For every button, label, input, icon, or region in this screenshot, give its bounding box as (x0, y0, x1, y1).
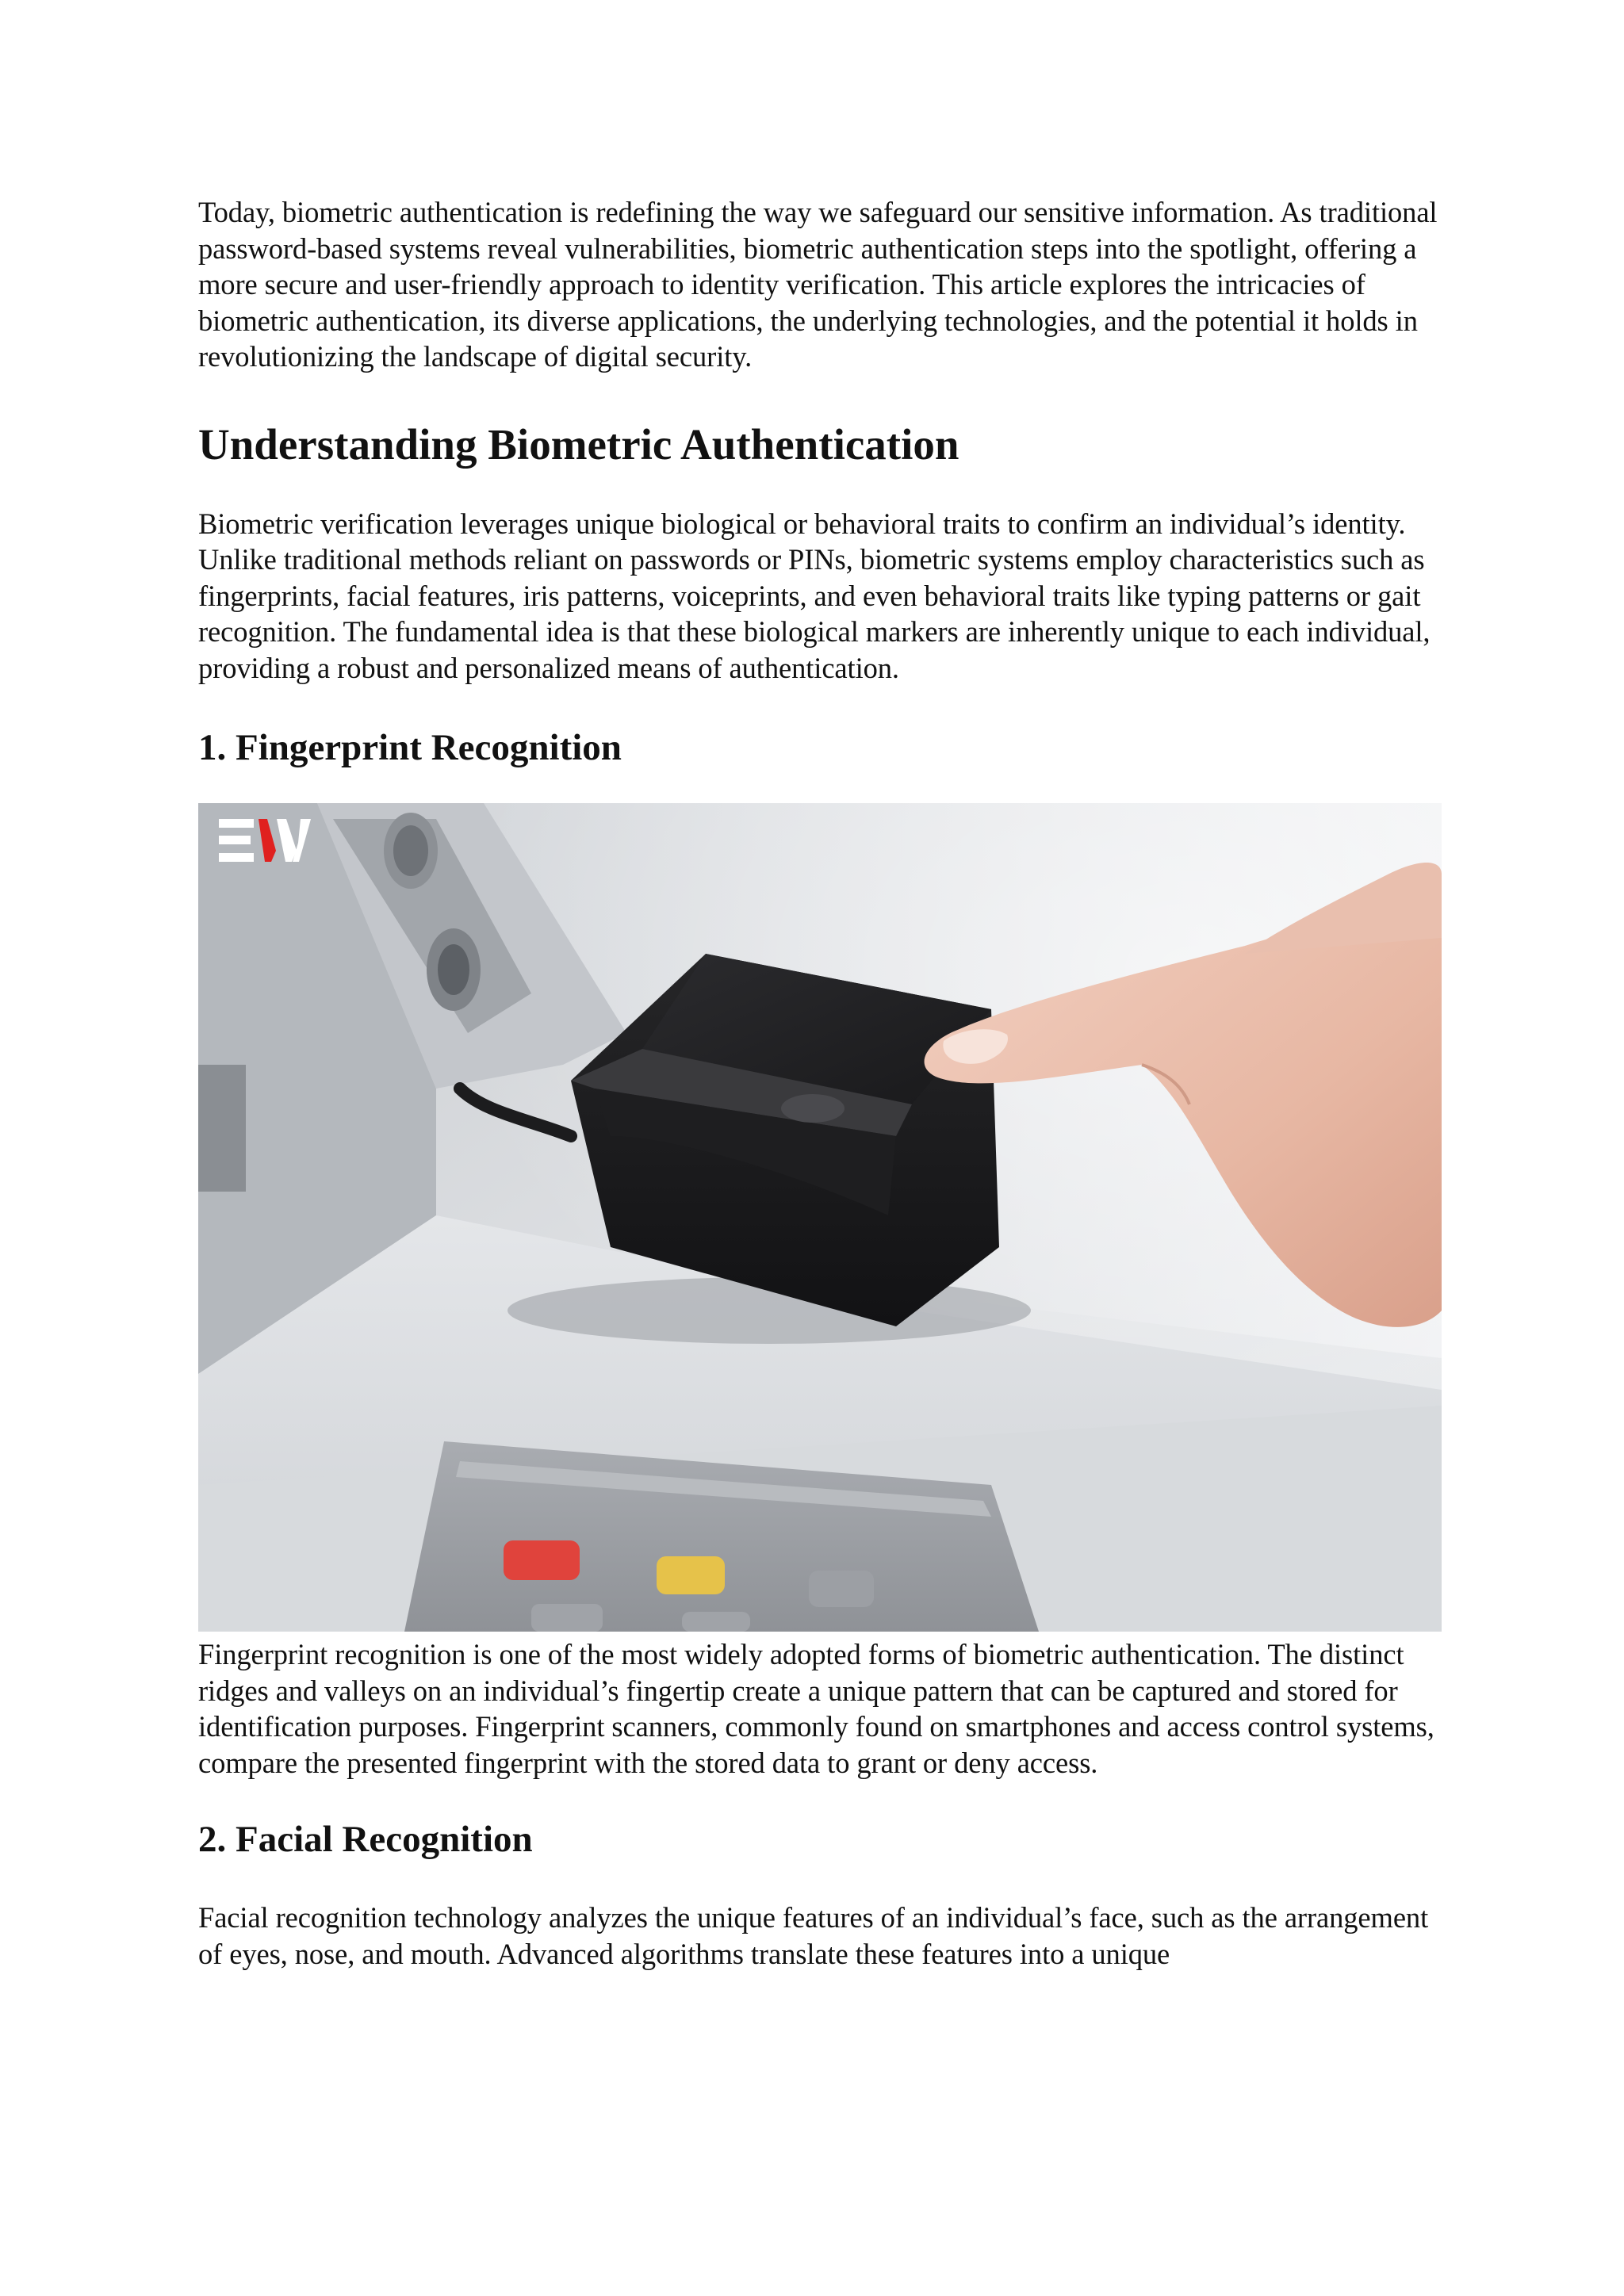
fingerprint-heading: 1. Fingerprint Recognition (198, 727, 622, 768)
intro-paragraph: Today, biometric authentication is redefining the way we safeguard our sensitive information. As traditional password-based systems reveal vulnerabilities, biometric authentication steps into the spotlight, offering a more secure and user-friendly approach to identity verification. This article explores the intricacies of biometric authentication, its diverse applications, the underlying technologies, and the potential it holds in revolutionizing the landscape of digital security. (198, 196, 1438, 373)
fingerprint-paragraph: Fingerprint recognition is one of the most widely adopted forms of biometric authentication. The distinct ridges and valleys on an individual’s fingertip create a unique pattern that can be captured and stored for identification purposes. Fingerprint scanners, commonly found on smartphones and access control systems, compare the presented fingerprint with the stored data to grant or deny access. (198, 1638, 1434, 1779)
facial-heading: 2. Facial Recognition (198, 1819, 533, 1860)
section-paragraph: Biometric verification leverages unique biological or behavioral traits to confirm an individual’s identity. Unlike traditional methods reliant on passwords or PINs, biometric systems employ characteristics such as fingerprints, facial features, iris patterns, voiceprints, and even behavioral traits like typing patterns or gait recognition. The fundamental idea is that these biological markers are inherently unique to each individual, providing a robust and personalized means of authentication. (198, 507, 1431, 684)
fingerprint-scanner-photo (198, 803, 1442, 1632)
article (198, 194, 1443, 1972)
section-heading: Understanding Biometric Authentication (198, 419, 959, 469)
ev-logo (219, 819, 311, 862)
facial-paragraph: Facial recognition technology analyzes the unique features of an individual’s face, such as the arrangement of eyes, nose, and mouth. Advanced algorithms translate these features into a unique (198, 1901, 1429, 1970)
